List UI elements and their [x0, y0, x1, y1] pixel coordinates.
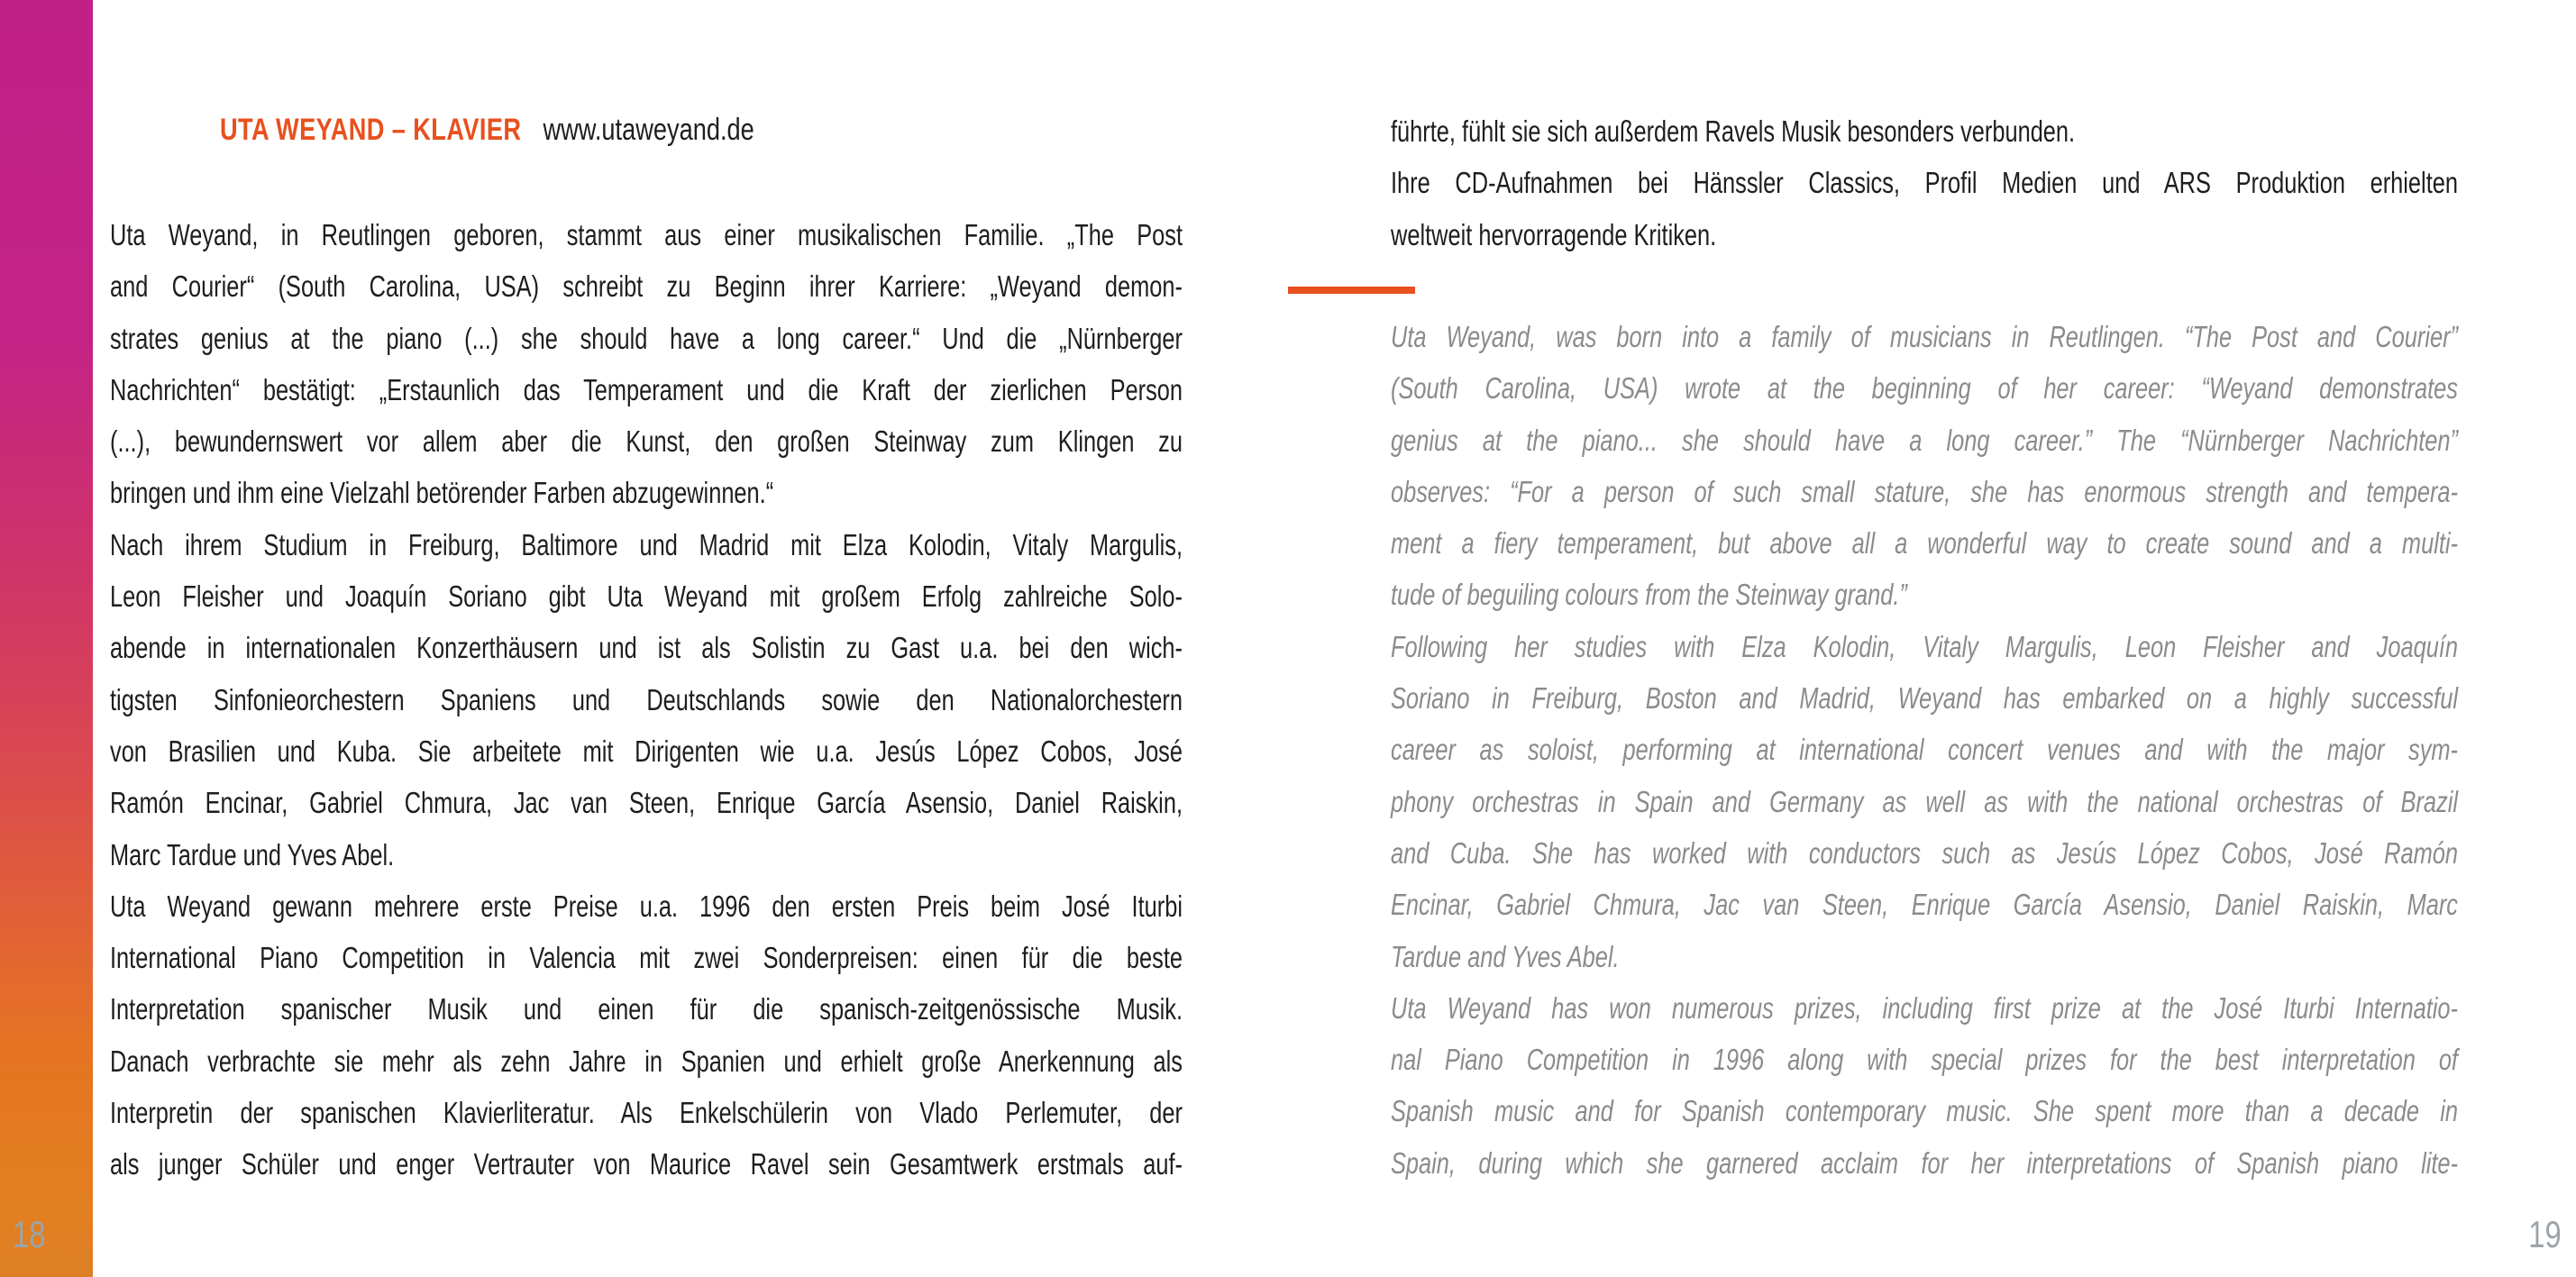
left-page [110, 0, 1183, 1277]
text-line: Encinar, Gabriel Chmura, Jac van Steen, Enrique García Asensio, Daniel Raiskin, Marc [1391, 888, 2458, 922]
text-line: phony orchestras in Spain and Germany as well as with the national orchestras of Brazil [1391, 784, 2458, 818]
artist-website: www.utaweyand.de [543, 113, 754, 147]
text-line: career as soloist, performing at international concert venues and with the major sym- [1391, 733, 2458, 767]
text-line: bringen und ihm eine Vielzahl betörender Farben abzugewinnen.“ [110, 476, 774, 510]
english-translation [1391, 311, 2458, 1189]
paragraph [110, 209, 1183, 519]
text-line: Ihre CD-Aufnahmen bei Hänssler Classics, Profil Medien und ARS Produktion erhielten [1391, 166, 2458, 200]
text-line: Tardue and Yves Abel. [1391, 939, 1620, 973]
text-line: als junger Schüler und enger Vertrauter von Maurice Ravel sein Gesamtwerk erstmals auf- [110, 1147, 1183, 1181]
text-line: Uta Weyand, was born into a family of musicians in Reutlingen. “The Post and Courier” [1391, 320, 2458, 353]
paragraph [1391, 621, 2458, 982]
text-line: abende in internationalen Konzerthäusern und ist als Solistin zu Gast u.a. bei den wich- [110, 631, 1183, 665]
text-line: strates genius at the piano (...) she should have a long career.“ Und die „Nürnberger [110, 321, 1183, 355]
paragraph [110, 880, 1183, 1190]
text-line: observes: “For a person of such small stature, she has enormous strength and tempera- [1391, 474, 2458, 508]
text-line: Uta Weyand has won numerous prizes, including first prize at the José Iturbi Internatio- [1391, 990, 2458, 1025]
text-line: nal Piano Competition in 1996 along with special prizes for the best interpretation of [1391, 1043, 2458, 1077]
text-line: Interpretation spanischer Musik und einen für die spanisch-zeitgenössische Musik. [110, 992, 1183, 1026]
text-line: and Cuba. She has worked with conductors such as Jesús López Cobos, José Ramón [1391, 835, 2458, 870]
text-line: and Courier“ (South Carolina, USA) schreibt zu Beginn ihrer Karriere: „Weyand demon- [110, 269, 1183, 304]
german-biography [110, 209, 1183, 1190]
text-line: Uta Weyand gewann mehrere erste Preise u.a. 1996 den ersten Preis beim José Iturbi [110, 889, 1183, 923]
paragraph [1391, 105, 2458, 260]
paragraph [110, 519, 1183, 880]
text-line: Danach verbrachte sie mehr als zehn Jahre in Spanien und erhielt große Anerkennung als [110, 1044, 1183, 1078]
text-line: Spanish music and for Spanish contemporary music. She spent more than a decade in [1391, 1094, 2458, 1128]
artist-name-instrument: UTA WEYAND – KLAVIER [220, 113, 522, 147]
page-number-right: 19 [2528, 1213, 2562, 1255]
text-line: Ramón Encinar, Gabriel Chmura, Jac van Steen, Enrique García Asensio, Daniel Raiskin, [110, 786, 1183, 820]
text-line: Nachrichten“ bestätigt: „Erstaunlich das Temperament und die Kraft der zierlichen Person [110, 372, 1183, 406]
gradient-stripe [0, 0, 93, 1277]
text-line: Uta Weyand, in Reutlingen geboren, stammt aus einer musikalischen Familie. „The Post [110, 218, 1183, 251]
text-line: weltweit hervorragende Kritiken. [1391, 217, 1717, 251]
text-line: tigsten Sinfonieorchestern Spaniens und Deutschlands sowie den Nationalorchestern [110, 682, 1183, 716]
paragraph [1391, 982, 2458, 1189]
text-line: führte, fühlt sie sich außerdem Ravels Musik besonders verbunden. [1391, 114, 2076, 148]
text-line: ment a fiery temperament, but above all a wonderful way to create sound and a multi- [1391, 526, 2458, 561]
text-line: von Brasilien und Kuba. Sie arbeitete mit Dirigenten wie u.a. Jesús López Cobos, José [110, 734, 1183, 768]
artist-header [220, 112, 754, 148]
text-line: Soriano in Freiburg, Boston and Madrid, Weyand has embarked on a highly successful [1391, 681, 2458, 716]
text-line: Following her studies with Elza Kolodin, Vitaly Margulis, Leon Fleisher and Joaquín [1391, 629, 2458, 663]
page-number-left: 18 [13, 1213, 46, 1255]
paragraph [1391, 311, 2458, 621]
text-line: Nach ihrem Studium in Freiburg, Baltimore und Madrid mit Elza Kolodin, Vitaly Margulis, [110, 527, 1183, 561]
text-line: Spain, during which she garnered acclaim for her interpretations of Spanish piano lite- [1391, 1145, 2458, 1180]
text-line: (South Carolina, USA) wrote at the beginning of her career: “Weyand demonstrates [1391, 371, 2458, 406]
text-line: Leon Fleisher und Joaquín Soriano gibt Uta Weyand mit großem Erfolg zahlreiche Solo- [110, 579, 1183, 614]
text-line: tude of beguiling colours from the Steinway grand.” [1391, 578, 1907, 612]
german-biography-continued [1391, 105, 2458, 260]
text-line: International Piano Competition in Valencia mit zwei Sonderpreisen: einen für die beste [110, 941, 1183, 975]
right-page [1391, 0, 2458, 1277]
text-line: Interpretin der spanischen Klavierliteratur. Als Enkelschülerin von Vlado Perlemuter, der [110, 1096, 1183, 1130]
text-line: genius at the piano... she should have a long career.” The “Nürnberger Nachrichten” [1391, 423, 2458, 457]
text-line: (...), bewundernswert vor allem aber die Kunst, den großen Steinway zum Klingen zu [110, 424, 1183, 459]
text-line: Marc Tardue und Yves Abel. [110, 837, 395, 871]
